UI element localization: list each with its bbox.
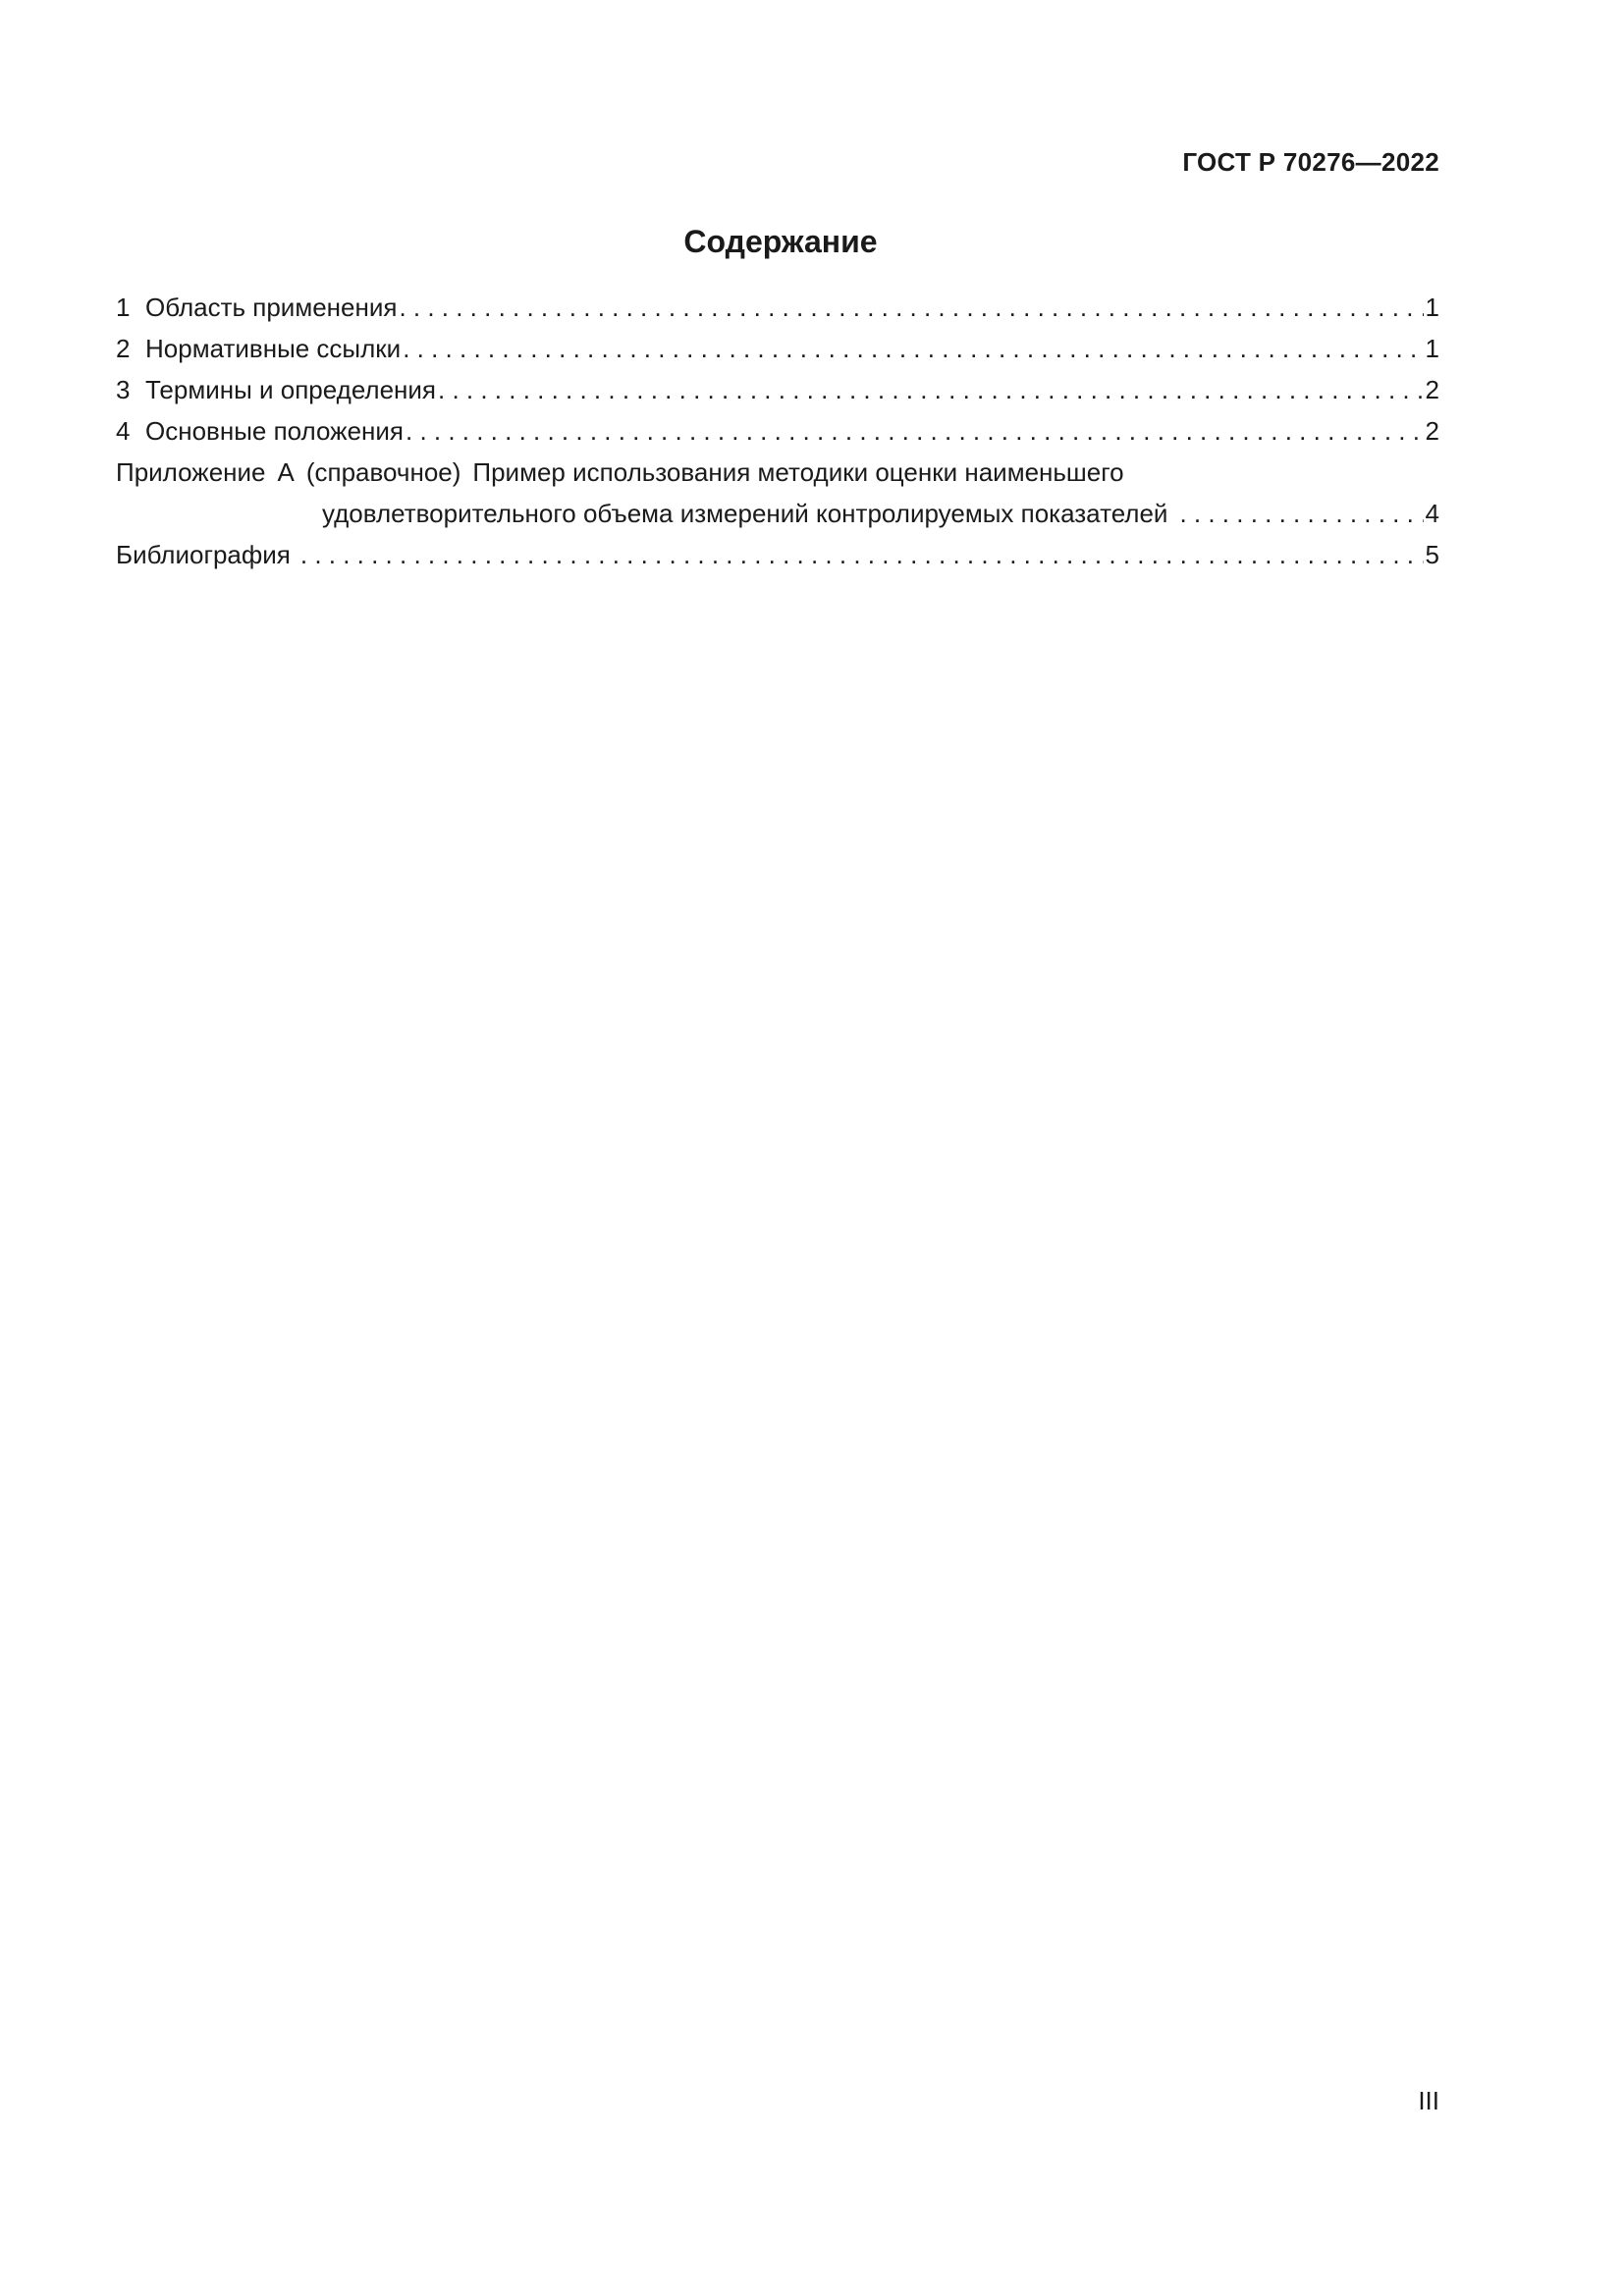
toc-item-page: 1 xyxy=(1425,293,1439,322)
appendix-title-line-1 xyxy=(116,452,1439,493)
toc-item-2[interactable] xyxy=(116,328,1439,369)
standard-header: ГОСТ Р 70276—2022 xyxy=(1182,147,1439,177)
appendix-kind: (справочное) xyxy=(305,457,461,487)
appendix-title-part-1: Пример использования методики оценки наименьшего xyxy=(472,457,1124,487)
table-of-contents xyxy=(116,287,1439,575)
toc-item-page: 4 xyxy=(1425,499,1439,528)
toc-item-page: 1 xyxy=(1425,334,1439,363)
page-number: III xyxy=(1418,2086,1439,2115)
toc-item-4[interactable] xyxy=(116,410,1439,452)
page-title: Содержание xyxy=(683,224,878,259)
toc-item-appendix-a[interactable] xyxy=(116,452,1439,534)
toc-item-number: 2 xyxy=(116,334,131,363)
toc-item-number: 1 xyxy=(116,293,131,322)
toc-leader-dots xyxy=(406,410,1424,452)
toc-leader-dots xyxy=(1179,493,1423,534)
appendix-title-line-2 xyxy=(116,493,1439,534)
toc-item-page: 2 xyxy=(1425,416,1439,446)
toc-leader-dots xyxy=(399,287,1423,328)
toc-leader-dots xyxy=(438,369,1424,410)
appendix-title-part-2: удовлетворительного объема измерений контролируемых показателей xyxy=(322,499,1168,528)
toc-item-title: Область применения xyxy=(145,293,398,322)
toc-item-page: 5 xyxy=(1425,540,1439,569)
toc-item-number: 3 xyxy=(116,375,131,404)
toc-item-label xyxy=(116,369,436,410)
toc-item-title: Термины и определения xyxy=(145,375,437,404)
toc-leader-dots xyxy=(300,534,1424,575)
toc-item-title: Основные положения xyxy=(145,416,404,446)
toc-item-3[interactable] xyxy=(116,369,1439,410)
toc-item-label xyxy=(116,287,397,328)
toc-item-number: 4 xyxy=(116,416,131,446)
appendix-letter: А xyxy=(277,457,295,487)
toc-leader-dots xyxy=(403,328,1423,369)
toc-item-bibliography[interactable] xyxy=(116,534,1439,575)
toc-item-label xyxy=(116,328,401,369)
toc-item-label xyxy=(116,410,404,452)
toc-item-page: 2 xyxy=(1425,375,1439,404)
toc-item-title: Нормативные ссылки xyxy=(145,334,402,363)
appendix-prefix: Приложение xyxy=(116,457,266,487)
toc-item-title: Библиография xyxy=(116,540,291,569)
toc-item-1[interactable] xyxy=(116,287,1439,328)
